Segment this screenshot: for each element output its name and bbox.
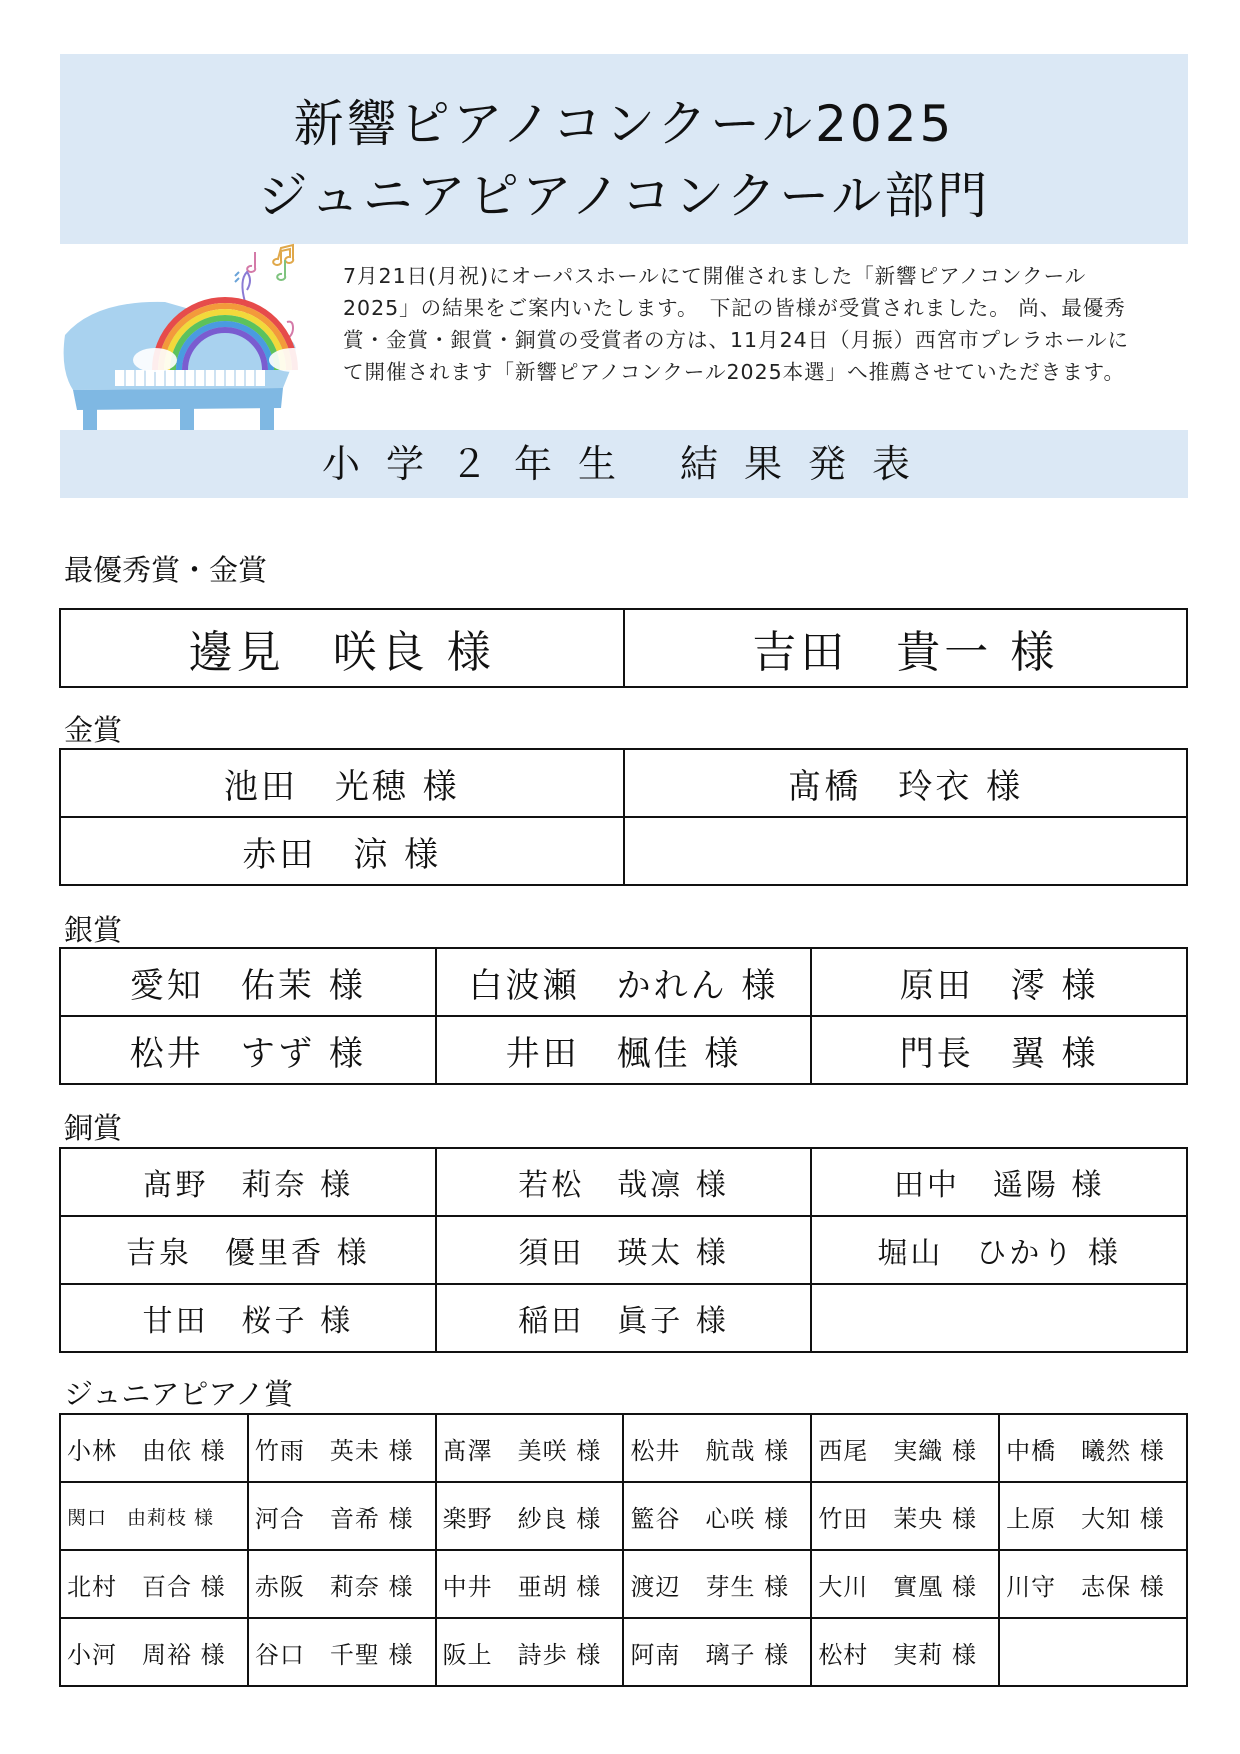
result-heading: 小学２年生 結果発表: [321, 442, 937, 486]
winner-cell: 髙橋 玲衣 様: [624, 749, 1188, 817]
title-box: [60, 54, 1188, 244]
winner-cell: 竹田 茉央 様: [811, 1482, 999, 1550]
table-row: [60, 1550, 1187, 1618]
winner-cell: 門長 翼 様: [811, 1016, 1187, 1084]
table-top-award: [59, 608, 1188, 688]
winner-cell: 阿南 璃子 様: [623, 1618, 811, 1686]
winner-cell: [999, 1618, 1187, 1686]
result-band: [60, 430, 1188, 498]
winner-cell: [624, 817, 1188, 885]
table-row: [60, 749, 1187, 817]
winner-cell: 白波瀬 かれん 様: [436, 948, 812, 1016]
winner-cell: 竹雨 英未 様: [248, 1414, 436, 1482]
winner-cell: [811, 1284, 1187, 1352]
page-subtitle: ジュニアピアノコンクール部門: [257, 167, 991, 225]
winner-cell: 稲田 眞子 様: [436, 1284, 812, 1352]
winner-cell: 川守 志保 様: [999, 1550, 1187, 1618]
winner-cell: 吉泉 優里香 様: [60, 1216, 436, 1284]
winner-cell: 髙澤 美咲 様: [436, 1414, 624, 1482]
winner-cell: 邊見 咲良 様: [60, 609, 624, 687]
table-junior: [59, 1413, 1188, 1687]
winner-cell: 小林 由依 様: [60, 1414, 248, 1482]
table-gold: [59, 748, 1188, 886]
winner-cell: 阪上 詩歩 様: [436, 1618, 624, 1686]
winner-cell: 河合 音希 様: [248, 1482, 436, 1550]
winner-cell: 渡辺 芽生 様: [623, 1550, 811, 1618]
winner-cell: 赤阪 莉奈 様: [248, 1550, 436, 1618]
table-bronze: [59, 1147, 1188, 1353]
winner-cell: 愛知 佑茉 様: [60, 948, 436, 1016]
section-label-top: 最優秀賞・金賞: [64, 553, 268, 587]
winner-cell: 谷口 千聖 様: [248, 1618, 436, 1686]
winner-cell: 堀山 ひかり 様: [811, 1216, 1187, 1284]
table-row: [60, 948, 1187, 1016]
page-title: 新響ピアノコンクール2025: [293, 95, 955, 153]
winner-cell: 上原 大知 様: [999, 1482, 1187, 1550]
winner-cell: 松井 航哉 様: [623, 1414, 811, 1482]
winner-cell: 松井 すず 様: [60, 1016, 436, 1084]
winner-cell: 赤田 涼 様: [60, 817, 624, 885]
table-row: [60, 1414, 1187, 1482]
section-label-silver: 銀賞: [64, 913, 123, 947]
winner-cell: 西尾 実織 様: [811, 1414, 999, 1482]
table-row: [60, 1016, 1187, 1084]
winner-cell: 甘田 桜子 様: [60, 1284, 436, 1352]
winner-cell: 関口 由莉枝 様: [60, 1482, 248, 1550]
winner-cell: 松村 実莉 様: [811, 1618, 999, 1686]
winner-cell: 須田 瑛太 様: [436, 1216, 812, 1284]
section-label-bronze: 銅賞: [64, 1111, 123, 1145]
winner-cell: 若松 哉凛 様: [436, 1148, 812, 1216]
winner-cell: 井田 楓佳 様: [436, 1016, 812, 1084]
table-row: [60, 817, 1187, 885]
winner-cell: 池田 光穂 様: [60, 749, 624, 817]
winner-cell: 楽野 紗良 様: [436, 1482, 624, 1550]
table-row: [60, 1482, 1187, 1550]
section-label-junior: ジュニアピアノ賞: [64, 1377, 294, 1411]
section-label-gold: 金賞: [64, 713, 123, 747]
intro-text: 7月21日(月祝)にオーパスホールにて開催されました「新響ピアノコンクール2025」の結果をご案内いたします。 下記の皆様が受賞されました。 尚、最優秀賞・金賞・銀賞・銅賞の受賞者の方は、11月24日（月振）西宮市プレラホールにて開催されます「新響ピアノコンクール2025本選」へ推薦させていただきます。: [343, 264, 1129, 384]
winner-cell: 小河 周裕 様: [60, 1618, 248, 1686]
table-silver: [59, 947, 1188, 1085]
winner-cell: 籃谷 心咲 様: [623, 1482, 811, 1550]
table-row: [60, 1148, 1187, 1216]
winner-cell: 田中 遥陽 様: [811, 1148, 1187, 1216]
winner-cell: 吉田 貴一 様: [624, 609, 1188, 687]
table-row: [60, 1618, 1187, 1686]
winner-cell: 北村 百合 様: [60, 1550, 248, 1618]
winner-cell: 中井 亜胡 様: [436, 1550, 624, 1618]
winner-cell: 大川 實凰 様: [811, 1550, 999, 1618]
table-row: [60, 609, 1187, 687]
winner-cell: 中橋 曦然 様: [999, 1414, 1187, 1482]
winner-cell: 髙野 莉奈 様: [60, 1148, 436, 1216]
winner-cell: 原田 澪 様: [811, 948, 1187, 1016]
table-row: [60, 1284, 1187, 1352]
table-row: [60, 1216, 1187, 1284]
